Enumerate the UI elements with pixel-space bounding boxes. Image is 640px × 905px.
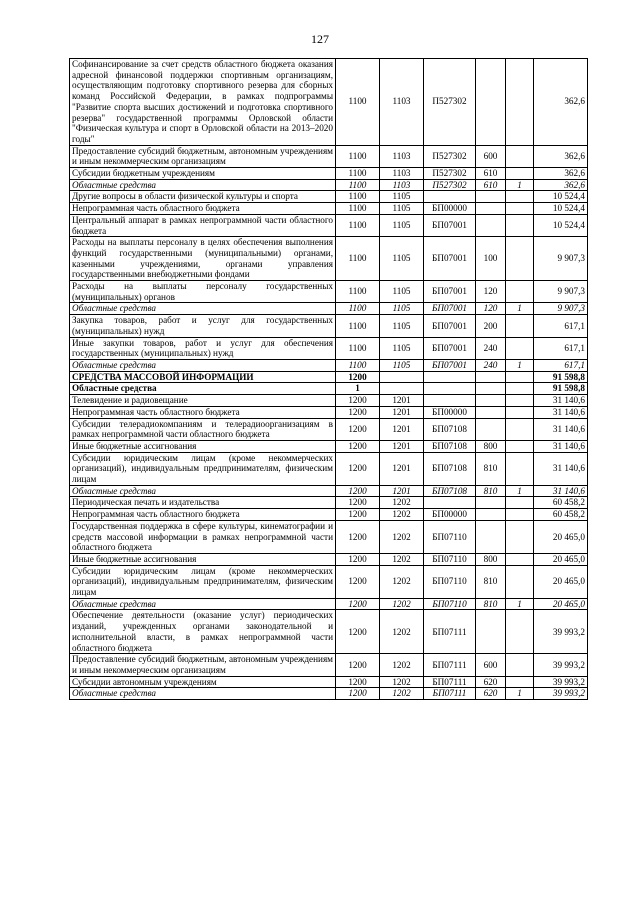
subsection-code: 1202	[380, 676, 424, 688]
expense-type-code: 600	[476, 145, 506, 167]
expense-type-code	[476, 203, 506, 215]
table-row	[70, 654, 588, 676]
table-row	[70, 203, 588, 215]
table-row	[70, 315, 588, 337]
table-row	[70, 452, 588, 485]
expense-type-code	[476, 497, 506, 509]
section-code: 1	[336, 383, 380, 395]
expense-type-code	[476, 191, 506, 203]
target-article-code: БП07111	[424, 676, 476, 688]
amount: 91 598,8	[534, 371, 588, 383]
section-code: 1200	[336, 497, 380, 509]
funding-source-code	[506, 237, 534, 281]
target-article-code: П527302	[424, 179, 476, 191]
amount: 39 993,2	[534, 610, 588, 654]
funding-source-code	[506, 509, 534, 521]
table-row	[70, 553, 588, 565]
row-description: Областные средства	[70, 359, 336, 371]
funding-source-code	[506, 145, 534, 167]
amount: 10 524,4	[534, 214, 588, 236]
table-row	[70, 520, 588, 553]
subsection-code	[380, 383, 424, 395]
row-description: Областные средства	[70, 383, 336, 395]
amount: 617,1	[534, 315, 588, 337]
table-row	[70, 168, 588, 180]
table-row	[70, 509, 588, 521]
target-article-code: БП07001	[424, 214, 476, 236]
target-article-code: БП07001	[424, 281, 476, 303]
subsection-code: 1202	[380, 509, 424, 521]
target-article-code: БП07001	[424, 359, 476, 371]
subsection-code: 1202	[380, 598, 424, 610]
subsection-code: 1201	[380, 406, 424, 418]
expense-type-code: 100	[476, 237, 506, 281]
funding-source-code: 1	[506, 179, 534, 191]
amount: 10 524,4	[534, 203, 588, 215]
table-row	[70, 565, 588, 598]
row-description: Областные средства	[70, 179, 336, 191]
expense-type-code: 610	[476, 179, 506, 191]
amount: 39 993,2	[534, 654, 588, 676]
expense-type-code	[476, 383, 506, 395]
row-description: Другие вопросы в области физической культуры и спорта	[70, 191, 336, 203]
subsection-code	[380, 371, 424, 383]
subsection-code: 1105	[380, 281, 424, 303]
section-code: 1200	[336, 406, 380, 418]
table-row	[70, 406, 588, 418]
table-row	[70, 676, 588, 688]
amount: 9 907,3	[534, 281, 588, 303]
section-code: 1100	[336, 303, 380, 315]
section-code: 1100	[336, 315, 380, 337]
row-description: Предоставление субсидий бюджетным, автономным учреждениям и иным некоммерческим организациям	[70, 654, 336, 676]
section-code: 1100	[336, 145, 380, 167]
expense-type-code: 810	[476, 485, 506, 497]
subsection-code: 1103	[380, 59, 424, 146]
amount: 60 458,2	[534, 497, 588, 509]
budget-table	[69, 58, 588, 700]
row-description: Субсидии бюджетным учреждениям	[70, 168, 336, 180]
funding-source-code	[506, 371, 534, 383]
row-description: Софинансирование за счет средств областного бюджета оказания адресной финансовой поддержки спортивным организациям, осуществляющим подготовку спортивного резерва для сборных команд Российской Федерации, в рамках подпрограммы "Развитие спорта высших достижений и подготовка спортивного резерва" государственной программы Орловской области "Физическая культура и спорт в Орловской области на 2013–2020 годы"	[70, 59, 336, 146]
row-description: СРЕДСТВА МАССОВОЙ ИНФОРМАЦИИ	[70, 371, 336, 383]
target-article-code: П527302	[424, 145, 476, 167]
target-article-code: БП00000	[424, 406, 476, 418]
row-description: Областные средства	[70, 598, 336, 610]
target-article-code: БП07111	[424, 654, 476, 676]
funding-source-code	[506, 418, 534, 440]
subsection-code: 1202	[380, 654, 424, 676]
amount: 362,6	[534, 179, 588, 191]
amount: 60 458,2	[534, 509, 588, 521]
table-row	[70, 145, 588, 167]
amount: 362,6	[534, 59, 588, 146]
section-code: 1100	[336, 359, 380, 371]
amount: 20 465,0	[534, 598, 588, 610]
funding-source-code	[506, 553, 534, 565]
section-code: 1200	[336, 371, 380, 383]
row-description: Расходы на выплаты персоналу в целях обеспечения выполнения функций государственными (муниципальными) органами, казенными учреждениями, органами управления государственными внебюджетными фондами	[70, 237, 336, 281]
subsection-code: 1202	[380, 553, 424, 565]
subsection-code: 1201	[380, 418, 424, 440]
subsection-code: 1105	[380, 303, 424, 315]
subsection-code: 1103	[380, 145, 424, 167]
amount: 362,6	[534, 168, 588, 180]
section-code: 1200	[336, 688, 380, 700]
section-code: 1100	[336, 179, 380, 191]
row-description: Государственная поддержка в сфере культуры, кинематографии и средств массовой информации в рамках непрограммной части областного бюджета	[70, 520, 336, 553]
expense-type-code: 600	[476, 654, 506, 676]
expense-type-code	[476, 610, 506, 654]
funding-source-code	[506, 59, 534, 146]
funding-source-code	[506, 654, 534, 676]
amount: 10 524,4	[534, 191, 588, 203]
table-row	[70, 191, 588, 203]
subsection-code: 1105	[380, 191, 424, 203]
budget-table-body	[70, 59, 588, 700]
table-row	[70, 214, 588, 236]
expense-type-code: 240	[476, 337, 506, 359]
funding-source-code	[506, 191, 534, 203]
expense-type-code	[476, 509, 506, 521]
funding-source-code: 1	[506, 303, 534, 315]
amount: 617,1	[534, 337, 588, 359]
amount: 20 465,0	[534, 520, 588, 553]
funding-source-code	[506, 440, 534, 452]
subsection-code: 1105	[380, 203, 424, 215]
expense-type-code	[476, 406, 506, 418]
row-description: Субсидии юридическим лицам (кроме некоммерческих организаций), индивидуальным предпринимателям, физическим лицам	[70, 452, 336, 485]
row-description: Субсидии автономным учреждениям	[70, 676, 336, 688]
row-description: Непрограммная часть областного бюджета	[70, 509, 336, 521]
expense-type-code: 120	[476, 303, 506, 315]
row-description: Телевидение и радиовещание	[70, 395, 336, 407]
funding-source-code: 1	[506, 485, 534, 497]
section-code: 1200	[336, 676, 380, 688]
funding-source-code	[506, 676, 534, 688]
subsection-code: 1105	[380, 359, 424, 371]
section-code: 1200	[336, 610, 380, 654]
target-article-code	[424, 371, 476, 383]
table-row	[70, 237, 588, 281]
expense-type-code: 120	[476, 281, 506, 303]
subsection-code: 1105	[380, 315, 424, 337]
table-row	[70, 688, 588, 700]
section-code: 1100	[336, 281, 380, 303]
funding-source-code	[506, 383, 534, 395]
table-row	[70, 598, 588, 610]
table-row	[70, 359, 588, 371]
section-code: 1100	[336, 203, 380, 215]
expense-type-code	[476, 214, 506, 236]
funding-source-code	[506, 203, 534, 215]
amount: 31 140,6	[534, 406, 588, 418]
section-code: 1200	[336, 440, 380, 452]
target-article-code: БП07110	[424, 553, 476, 565]
amount: 362,6	[534, 145, 588, 167]
expense-type-code: 620	[476, 688, 506, 700]
subsection-code: 1105	[380, 337, 424, 359]
section-code: 1200	[336, 553, 380, 565]
funding-source-code	[506, 214, 534, 236]
target-article-code: БП07108	[424, 440, 476, 452]
target-article-code: БП00000	[424, 203, 476, 215]
target-article-code: БП07108	[424, 452, 476, 485]
expense-type-code	[476, 395, 506, 407]
subsection-code: 1202	[380, 688, 424, 700]
table-row	[70, 485, 588, 497]
target-article-code: БП07108	[424, 485, 476, 497]
table-row	[70, 610, 588, 654]
table-row	[70, 281, 588, 303]
row-description: Областные средства	[70, 688, 336, 700]
target-article-code	[424, 497, 476, 509]
funding-source-code: 1	[506, 598, 534, 610]
target-article-code	[424, 383, 476, 395]
amount: 91 598,8	[534, 383, 588, 395]
row-description: Центральный аппарат в рамках непрограммной части областного бюджета	[70, 214, 336, 236]
section-code: 1200	[336, 565, 380, 598]
expense-type-code: 620	[476, 676, 506, 688]
target-article-code: БП07110	[424, 598, 476, 610]
target-article-code	[424, 191, 476, 203]
expense-type-code: 800	[476, 440, 506, 452]
target-article-code: БП07108	[424, 418, 476, 440]
funding-source-code	[506, 168, 534, 180]
section-code: 1200	[336, 598, 380, 610]
expense-type-code: 610	[476, 168, 506, 180]
row-description: Закупка товаров, работ и услуг для государственных (муниципальных) нужд	[70, 315, 336, 337]
expense-type-code	[476, 418, 506, 440]
amount: 31 140,6	[534, 452, 588, 485]
page-number: 127	[311, 32, 329, 46]
amount: 31 140,6	[534, 440, 588, 452]
target-article-code: П527302	[424, 59, 476, 146]
table-row	[70, 371, 588, 383]
row-description: Областные средства	[70, 303, 336, 315]
row-description: Иные бюджетные ассигнования	[70, 553, 336, 565]
funding-source-code	[506, 337, 534, 359]
expense-type-code	[476, 520, 506, 553]
section-code: 1200	[336, 395, 380, 407]
amount: 31 140,6	[534, 485, 588, 497]
row-description: Иные бюджетные ассигнования	[70, 440, 336, 452]
table-row	[70, 179, 588, 191]
target-article-code: БП07110	[424, 520, 476, 553]
section-code: 1100	[336, 237, 380, 281]
table-row	[70, 303, 588, 315]
subsection-code: 1201	[380, 395, 424, 407]
expense-type-code	[476, 371, 506, 383]
table-row	[70, 59, 588, 146]
subsection-code: 1105	[380, 237, 424, 281]
target-article-code: БП07001	[424, 303, 476, 315]
funding-source-code	[506, 315, 534, 337]
row-description: Субсидии телерадиокомпаниям и телерадиоорганизациям в рамках непрограммной части областного бюджета	[70, 418, 336, 440]
row-description: Предоставление субсидий бюджетным, автономным учреждениям и иным некоммерческим организациям	[70, 145, 336, 167]
row-description: Периодическая печать и издательства	[70, 497, 336, 509]
subsection-code: 1103	[380, 179, 424, 191]
expense-type-code: 810	[476, 598, 506, 610]
section-code: 1200	[336, 520, 380, 553]
expense-type-code	[476, 59, 506, 146]
row-description: Обеспечение деятельности (оказание услуг) периодических изданий, учрежденных органами законодательной и исполнительной власти, в рамках непрограммной части областного бюджета	[70, 610, 336, 654]
amount: 617,1	[534, 359, 588, 371]
expense-type-code: 810	[476, 565, 506, 598]
table-row	[70, 497, 588, 509]
section-code: 1100	[336, 59, 380, 146]
row-description: Субсидии юридическим лицам (кроме некоммерческих организаций), индивидуальным предпринимателям, физическим лицам	[70, 565, 336, 598]
target-article-code: БП07001	[424, 337, 476, 359]
section-code: 1100	[336, 214, 380, 236]
row-description: Областные средства	[70, 485, 336, 497]
target-article-code: БП00000	[424, 509, 476, 521]
subsection-code: 1201	[380, 440, 424, 452]
section-code: 1200	[336, 418, 380, 440]
expense-type-code: 200	[476, 315, 506, 337]
subsection-code: 1105	[380, 214, 424, 236]
subsection-code: 1201	[380, 452, 424, 485]
target-article-code: БП07001	[424, 315, 476, 337]
row-description: Иные закупки товаров, работ и услуг для обеспечения государственных (муниципальных) нужд	[70, 337, 336, 359]
table-row	[70, 337, 588, 359]
section-code: 1200	[336, 485, 380, 497]
funding-source-code	[506, 452, 534, 485]
funding-source-code	[506, 497, 534, 509]
expense-type-code: 810	[476, 452, 506, 485]
section-code: 1100	[336, 191, 380, 203]
target-article-code	[424, 395, 476, 407]
table-row	[70, 395, 588, 407]
amount: 39 993,2	[534, 676, 588, 688]
table-row	[70, 440, 588, 452]
row-description: Непрограммная часть областного бюджета	[70, 406, 336, 418]
row-description: Расходы на выплаты персоналу государственных (муниципальных) органов	[70, 281, 336, 303]
funding-source-code: 1	[506, 359, 534, 371]
subsection-code: 1202	[380, 497, 424, 509]
row-description: Непрограммная часть областного бюджета	[70, 203, 336, 215]
subsection-code: 1202	[380, 565, 424, 598]
target-article-code: П527302	[424, 168, 476, 180]
funding-source-code	[506, 281, 534, 303]
funding-source-code	[506, 395, 534, 407]
amount: 9 907,3	[534, 237, 588, 281]
funding-source-code	[506, 520, 534, 553]
funding-source-code	[506, 565, 534, 598]
subsection-code: 1202	[380, 610, 424, 654]
subsection-code: 1202	[380, 520, 424, 553]
target-article-code: БП07111	[424, 610, 476, 654]
funding-source-code	[506, 610, 534, 654]
expense-type-code: 240	[476, 359, 506, 371]
amount: 20 465,0	[534, 565, 588, 598]
amount: 9 907,3	[534, 303, 588, 315]
expense-type-code: 800	[476, 553, 506, 565]
section-code: 1200	[336, 654, 380, 676]
amount: 31 140,6	[534, 418, 588, 440]
target-article-code: БП07111	[424, 688, 476, 700]
table-row	[70, 383, 588, 395]
amount: 31 140,6	[534, 395, 588, 407]
amount: 20 465,0	[534, 553, 588, 565]
target-article-code: БП07110	[424, 565, 476, 598]
target-article-code: БП07001	[424, 237, 476, 281]
section-code: 1200	[336, 509, 380, 521]
amount: 39 993,2	[534, 688, 588, 700]
subsection-code: 1103	[380, 168, 424, 180]
section-code: 1100	[336, 337, 380, 359]
section-code: 1100	[336, 168, 380, 180]
funding-source-code: 1	[506, 688, 534, 700]
section-code: 1200	[336, 452, 380, 485]
table-row	[70, 418, 588, 440]
funding-source-code	[506, 406, 534, 418]
subsection-code: 1201	[380, 485, 424, 497]
